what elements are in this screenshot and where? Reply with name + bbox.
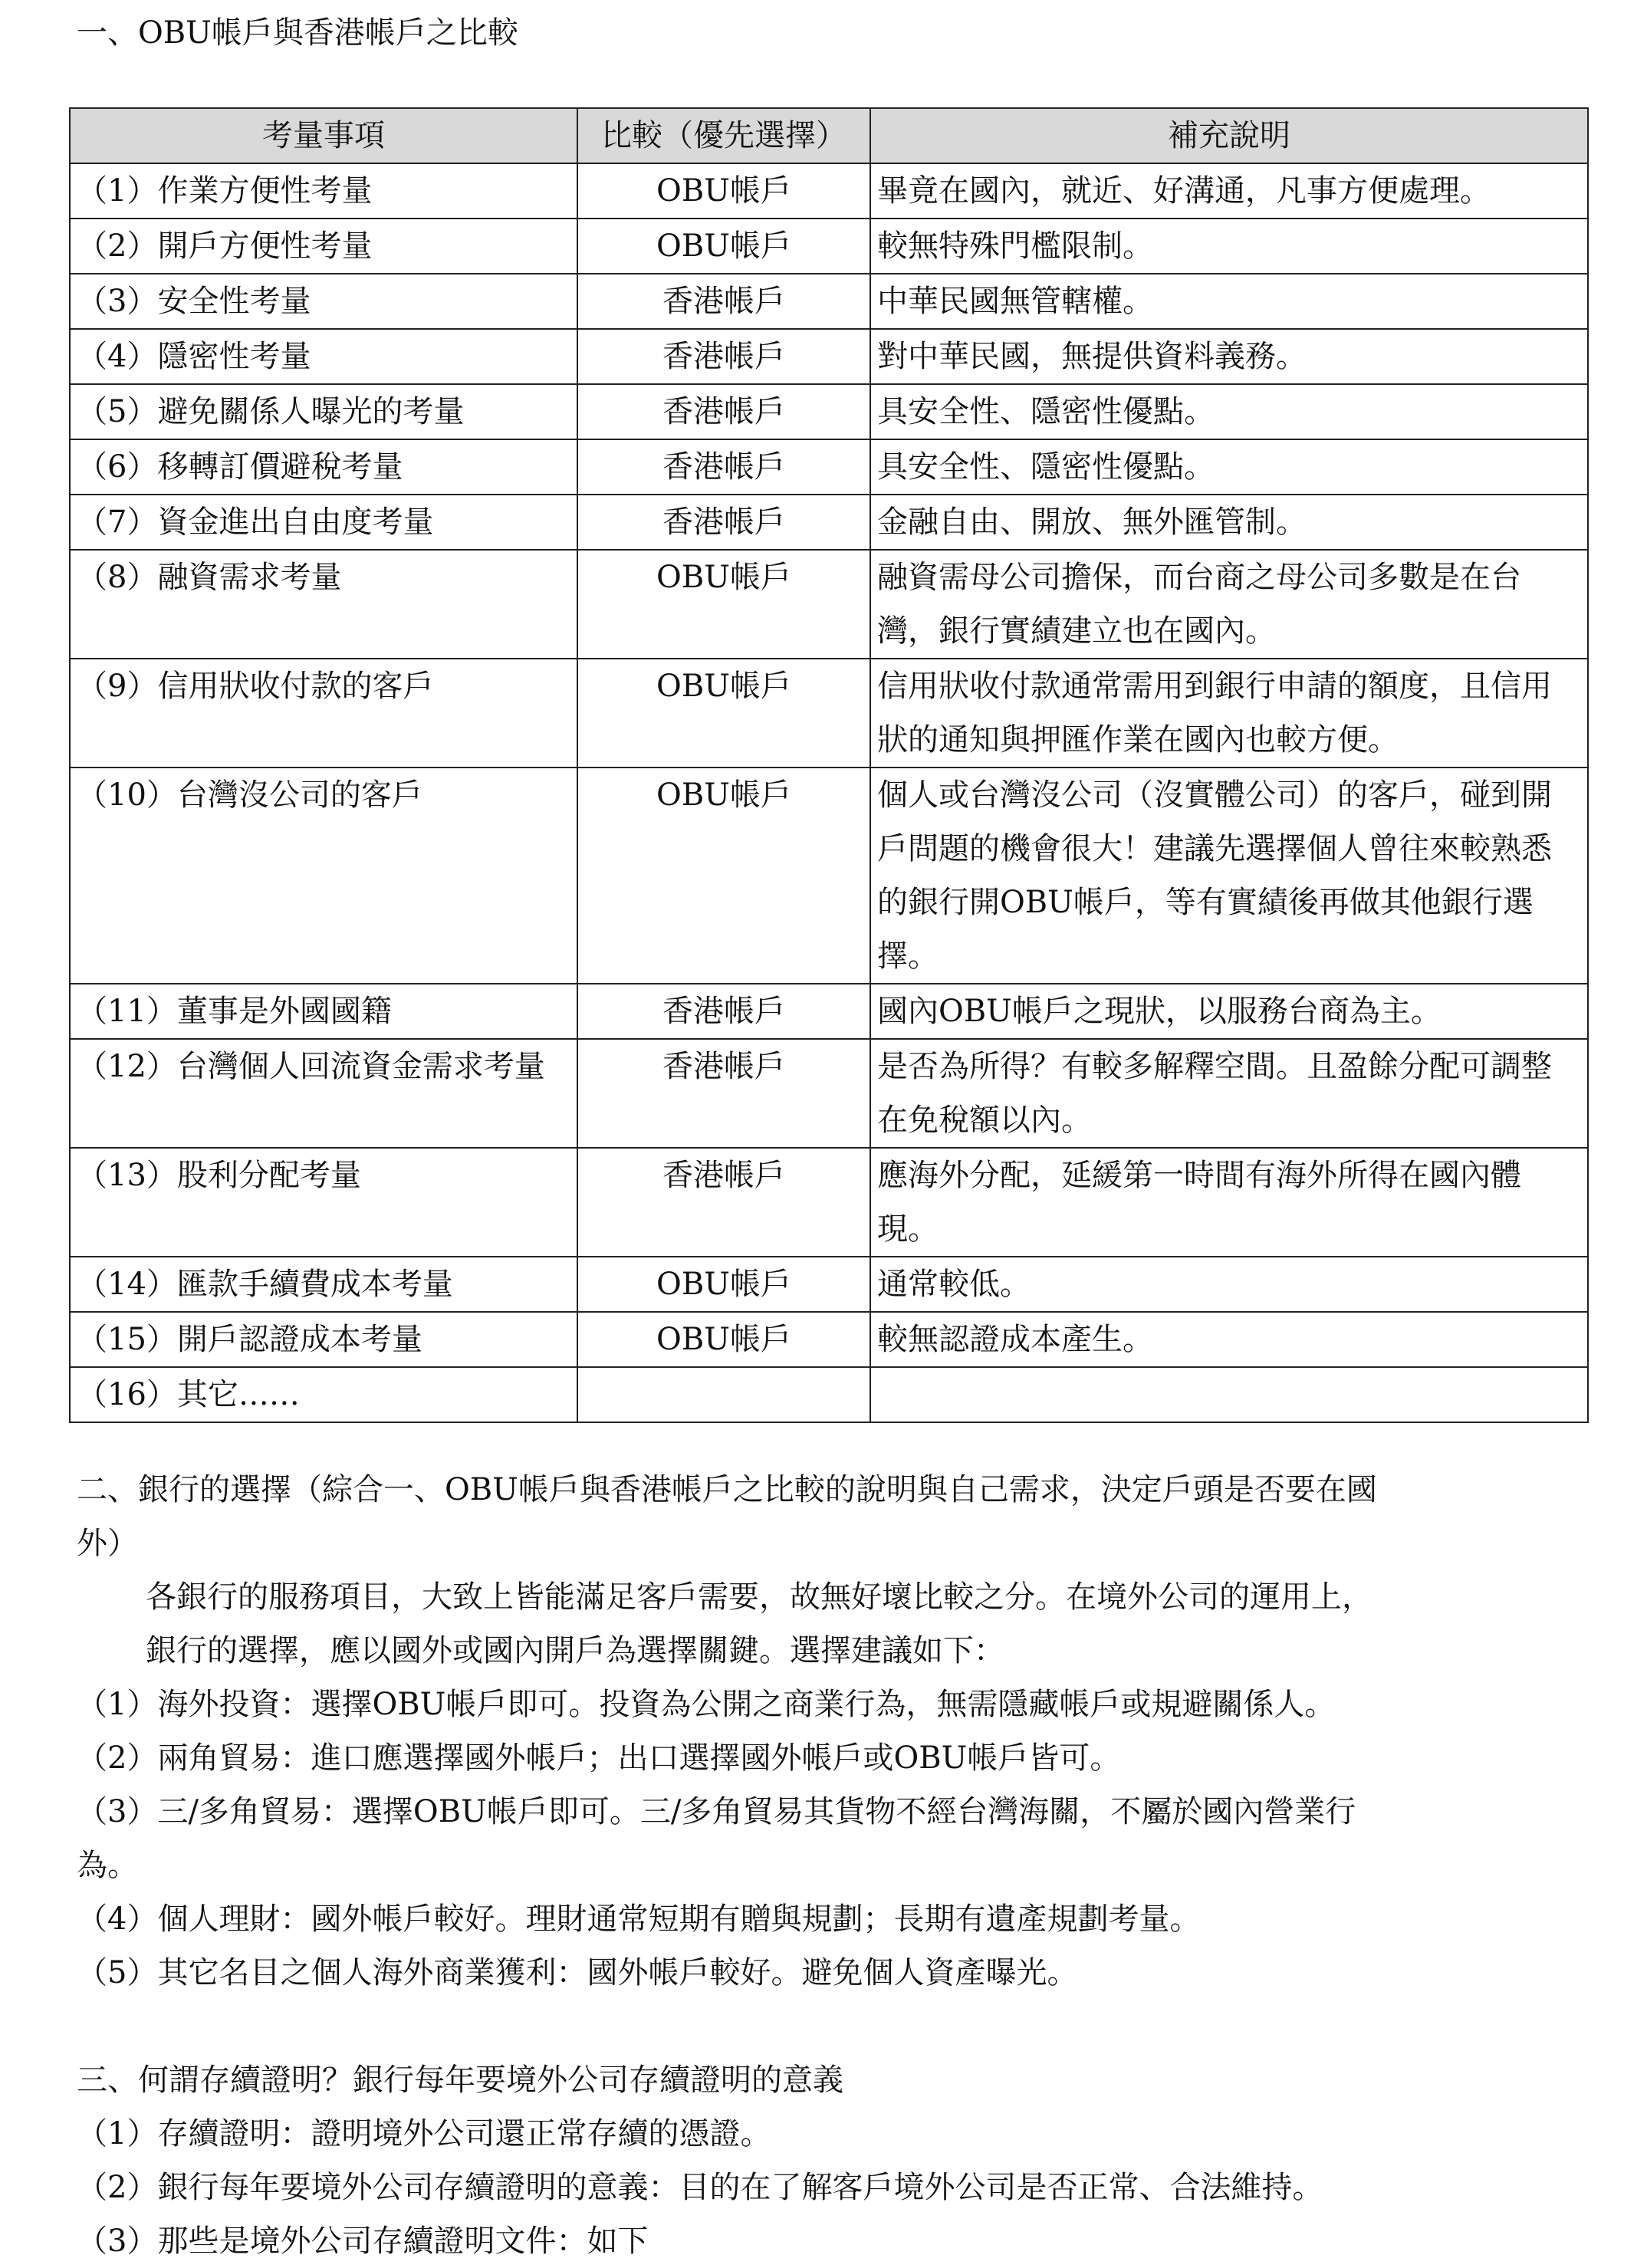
section3-item-1: （1）存續證明：證明境外公司還正常存續的憑證。 (77, 2116, 771, 2151)
row-choice: 香港帳戶 (577, 439, 870, 495)
row-consideration: （2）開戶方便性考量 (70, 219, 577, 274)
section2-item-2: （2）兩角貿易：進口應選擇國外帳戶；出口選擇國外帳戶或OBU帳戶皆可。 (77, 1740, 1121, 1776)
row-choice: OBU帳戶 (577, 219, 870, 274)
row-note: 對中華民國，無提供資料義務。 (870, 329, 1588, 384)
table-row (70, 1312, 1588, 1367)
row-note: 中華民國無管轄權。 (870, 274, 1588, 329)
section2-item-5: （5）其它名目之個人海外商業獲利：國外帳戶較好。避免個人資產曝光。 (77, 1955, 1078, 1990)
row-consideration: （7）資金進出自由度考量 (70, 495, 577, 550)
row-choice: 香港帳戶 (577, 274, 870, 329)
row-note: 較無認證成本產生。 (870, 1312, 1588, 1367)
row-consideration: （9）信用狀收付款的客戶 (70, 659, 577, 768)
section3-item-2: （2）銀行每年要境外公司存續證明的意義：目的在了解客戶境外公司是否正常、合法維持。 (77, 2170, 1323, 2205)
row-consideration: （3）安全性考量 (70, 274, 577, 329)
section2-item-3: （3）三/多角貿易：選擇OBU帳戶即可。三/多角貿易其貨物不經台灣海關，不屬於國內營業行 (77, 1794, 1356, 1829)
row-choice: 香港帳戶 (577, 329, 870, 384)
row-choice: 香港帳戶 (577, 384, 870, 439)
row-choice: OBU帳戶 (577, 163, 870, 219)
header-notes: 補充說明 (870, 108, 1588, 163)
section2-intro-line2: 銀行的選擇，應以國外或國內開戶為選擇關鍵。選擇建議如下： (146, 1633, 1004, 1668)
row-note: 通常較低。 (870, 1257, 1588, 1312)
row-consideration: （12）台灣個人回流資金需求考量 (70, 1039, 577, 1148)
header-consideration: 考量事項 (70, 108, 577, 163)
row-choice: 香港帳戶 (577, 984, 870, 1039)
row-consideration: （5）避免關係人曝光的考量 (70, 384, 577, 439)
row-note: 國內OBU帳戶之現狀，以服務台商為主。 (870, 984, 1588, 1039)
row-consideration: （13）股利分配考量 (70, 1148, 577, 1257)
row-note: 是否為所得？有較多解釋空間。且盈餘分配可調整在免稅額以內。 (870, 1039, 1588, 1148)
row-note: 信用狀收付款通常需用到銀行申請的額度，且信用狀的通知與押匯作業在國內也較方便。 (870, 659, 1588, 768)
section1-heading: 一、OBU帳戶與香港帳戶之比較 (77, 15, 518, 51)
row-consideration: （15）開戶認證成本考量 (70, 1312, 577, 1367)
table-row (70, 659, 1588, 768)
table-row (70, 384, 1588, 439)
row-consideration: （8）融資需求考量 (70, 550, 577, 659)
section3-heading: 三、何謂存續證明？銀行每年要境外公司存續證明的意義 (77, 2063, 843, 2098)
row-consideration: （16）其它…… (70, 1367, 577, 1422)
table-row (70, 274, 1588, 329)
section3-item-3: （3）那些是境外公司存續證明文件：如下 (77, 2224, 649, 2259)
row-choice: 香港帳戶 (577, 1148, 870, 1257)
row-choice: OBU帳戶 (577, 1257, 870, 1312)
row-choice: 香港帳戶 (577, 495, 870, 550)
section2-item-1: （1）海外投資：選擇OBU帳戶即可。投資為公開之商業行為，無需隱藏帳戶或規避關係人。 (77, 1687, 1336, 1722)
table-row (70, 163, 1588, 219)
row-choice: OBU帳戶 (577, 659, 870, 768)
row-choice: OBU帳戶 (577, 768, 870, 984)
section2-item-3-cont: 為。 (77, 1848, 138, 1883)
row-note: 金融自由、開放、無外匯管制。 (870, 495, 1588, 550)
row-consideration: （4）隱密性考量 (70, 329, 577, 384)
row-consideration: （6）移轉訂價避稅考量 (70, 439, 577, 495)
table-row (70, 1367, 1588, 1422)
row-note: 具安全性、隱密性優點。 (870, 439, 1588, 495)
table-row (70, 439, 1588, 495)
row-note: 融資需母公司擔保，而台商之母公司多數是在台灣，銀行實績建立也在國內。 (870, 550, 1588, 659)
table-row (70, 984, 1588, 1039)
row-choice: OBU帳戶 (577, 550, 870, 659)
section2-heading-line1: 二、銀行的選擇（綜合一、OBU帳戶與香港帳戶之比較的說明與自己需求，決定戶頭是否要在國 (77, 1472, 1377, 1507)
row-consideration: （1）作業方便性考量 (70, 163, 577, 219)
row-note: 應海外分配，延緩第一時間有海外所得在國內體現。 (870, 1148, 1588, 1257)
table-row (70, 329, 1588, 384)
table-row (70, 1039, 1588, 1148)
table-row (70, 495, 1588, 550)
header-comparison: 比較（優先選擇） (577, 108, 870, 163)
row-consideration: （11）董事是外國國籍 (70, 984, 577, 1039)
row-consideration: （10）台灣沒公司的客戶 (70, 768, 577, 984)
row-note: 具安全性、隱密性優點。 (870, 384, 1588, 439)
comparison-table (69, 107, 1589, 1423)
table-row (70, 219, 1588, 274)
row-note: 畢竟在國內，就近、好溝通，凡事方便處理。 (870, 163, 1588, 219)
row-choice (577, 1367, 870, 1422)
row-note: 較無特殊門檻限制。 (870, 219, 1588, 274)
table-row (70, 1257, 1588, 1312)
section2-item-4: （4）個人理財：國外帳戶較好。理財通常短期有贈與規劃；長期有遺產規劃考量。 (77, 1902, 1201, 1937)
section2-intro-line1: 各銀行的服務項目，大致上皆能滿足客戶需要，故無好壞比較之分。在境外公司的運用上， (146, 1579, 1372, 1615)
section2-heading-line2: 外） (77, 1526, 138, 1561)
table-header-row (70, 108, 1588, 163)
row-note (870, 1367, 1588, 1422)
row-note: 個人或台灣沒公司（沒實體公司）的客戶，碰到開戶問題的機會很大！建議先選擇個人曾往來較熟悉的銀行開OBU帳戶，等有實績後再做其他銀行選擇。 (870, 768, 1588, 984)
row-consideration: （14）匯款手續費成本考量 (70, 1257, 577, 1312)
row-choice: OBU帳戶 (577, 1312, 870, 1367)
table-row (70, 768, 1588, 984)
table-row (70, 550, 1588, 659)
table-row (70, 1148, 1588, 1257)
row-choice: 香港帳戶 (577, 1039, 870, 1148)
